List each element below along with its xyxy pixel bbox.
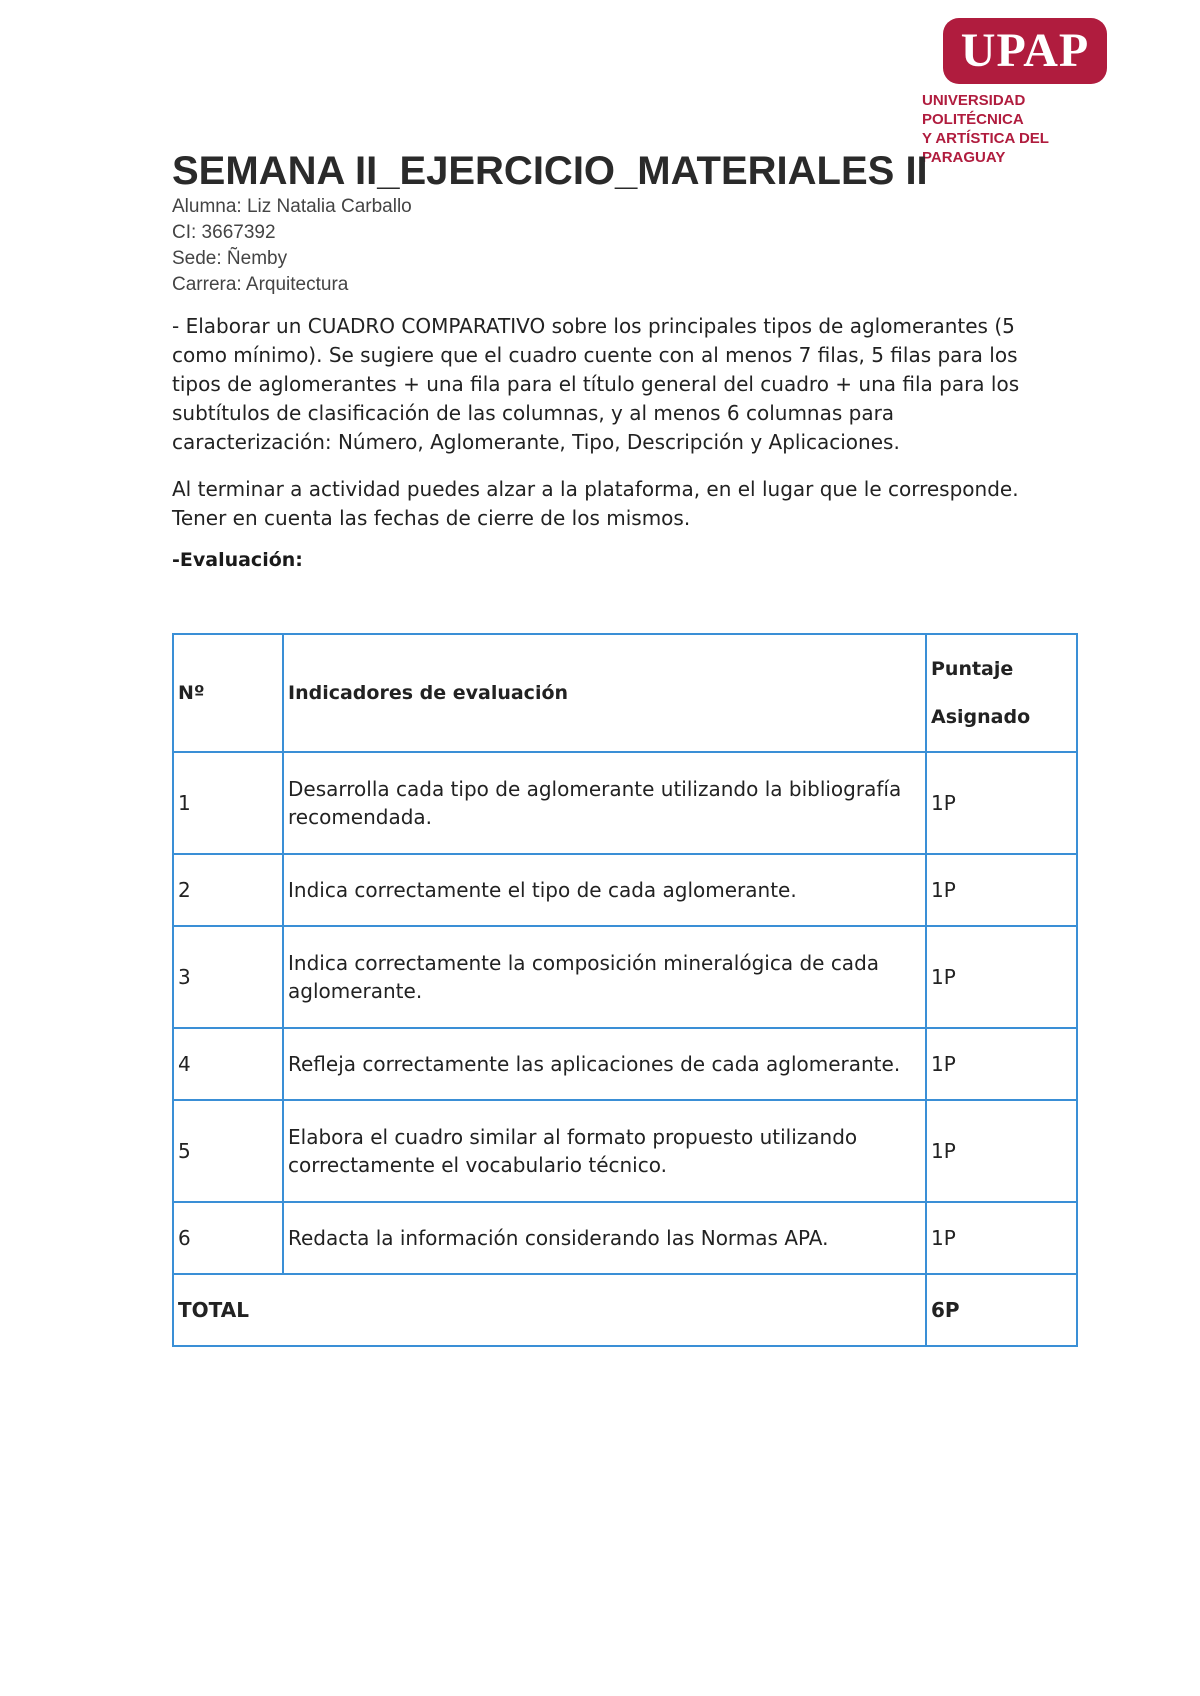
header-number: Nº xyxy=(173,634,283,752)
row-score: 1P xyxy=(926,1028,1077,1100)
table-row xyxy=(173,752,1077,854)
logo-line-1: UNIVERSIDAD POLITÉCNICA xyxy=(922,92,1026,128)
submission-paragraph: Al terminar a actividad puedes alzar a la plataforma, en el lugar que le corresponde. Tener en cuenta las fechas de cierre de los mismos. xyxy=(172,477,1019,530)
upap-logo xyxy=(920,18,1130,167)
row-score: 1P xyxy=(926,1202,1077,1274)
page-title: SEMANA II_EJERCICIO_MATERIALES II xyxy=(172,149,928,193)
upap-logo-mark: UPAP xyxy=(943,18,1107,84)
row-score: 1P xyxy=(926,752,1077,854)
row-score: 1P xyxy=(926,926,1077,1028)
row-score: 1P xyxy=(926,854,1077,926)
header-indicator: Indicadores de evaluación xyxy=(283,634,926,752)
row-indicator: Redacta la información considerando las Normas APA. xyxy=(283,1202,926,1274)
evaluation-label: -Evaluación: xyxy=(172,549,303,571)
evaluation-table xyxy=(172,633,1078,1347)
table-row xyxy=(173,926,1077,1028)
table-header-row xyxy=(173,634,1077,752)
total-label: TOTAL xyxy=(173,1274,926,1346)
document-body xyxy=(172,148,1092,571)
header-score xyxy=(926,634,1077,752)
instructions-paragraph: - Elaborar un CUADRO COMPARATIVO sobre los principales tipos de aglomerantes (5 como mínimo). Se sugiere que el cuadro cuente con al menos 7 filas, 5 filas para los tipos de aglomerantes + una fila para el título general del cuadro + una fila para los subtítulos de clasificación de las columnas, y al menos 6 columnas para caracterización: Número, Aglomerante, Tipo, Descripción y Aplicaciones. xyxy=(172,314,1020,454)
table-total-row xyxy=(173,1274,1077,1346)
row-indicator: Indica correctamente la composición mineralógica de cada aglomerante. xyxy=(283,926,926,1028)
row-indicator: Elabora el cuadro similar al formato propuesto utilizando correctamente el vocabulario técnico. xyxy=(283,1100,926,1202)
row-number: 4 xyxy=(173,1028,283,1100)
row-indicator: Indica correctamente el tipo de cada aglomerante. xyxy=(283,854,926,926)
logo-line-2: Y ARTÍSTICA DEL PARAGUAY xyxy=(922,130,1049,166)
student-ci: CI: 3667392 xyxy=(172,222,276,243)
row-number: 5 xyxy=(173,1100,283,1202)
row-indicator: Desarrolla cada tipo de aglomerante utilizando la bibliografía recomendada. xyxy=(283,752,926,854)
career: Carrera: Arquitectura xyxy=(172,274,349,295)
row-number: 1 xyxy=(173,752,283,854)
header-score-line2: Asignado xyxy=(931,706,1031,728)
table-row xyxy=(173,854,1077,926)
table-row xyxy=(173,1028,1077,1100)
campus: Sede: Ñemby xyxy=(172,248,288,269)
student-name: Alumna: Liz Natalia Carballo xyxy=(172,196,412,217)
row-number: 3 xyxy=(173,926,283,1028)
table-row xyxy=(173,1202,1077,1274)
row-indicator: Refleja correctamente las aplicaciones de cada aglomerante. xyxy=(283,1028,926,1100)
row-number: 2 xyxy=(173,854,283,926)
total-value: 6P xyxy=(926,1274,1077,1346)
table-row xyxy=(173,1100,1077,1202)
row-number: 6 xyxy=(173,1202,283,1274)
header-score-line1: Puntaje xyxy=(931,658,1014,680)
row-score: 1P xyxy=(926,1100,1077,1202)
